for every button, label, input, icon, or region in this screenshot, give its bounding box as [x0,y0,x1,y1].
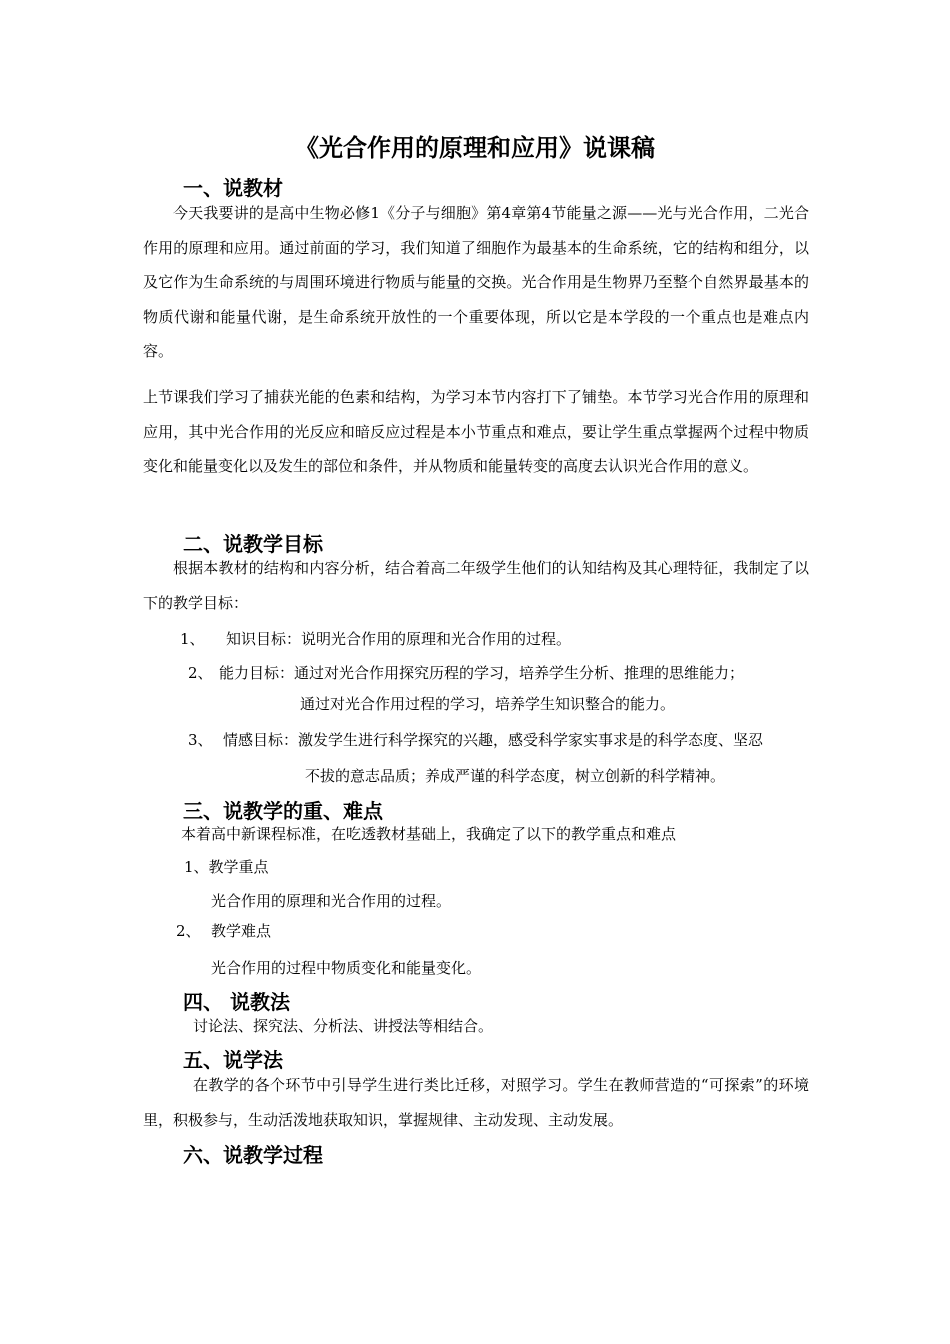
goal-2-text: 能力目标：通过对光合作用探究历程的学习，培养学生分析、推理的思维能力； [219,664,745,682]
learning-methods-text: 在教学的各个环节中引导学生进行类比迁移，对照学习。学生在教师营造的“可探索”的环境里，积极参与，生动活泼地获取知识，掌握规律、主动发现、主动发展。 [143,1076,809,1129]
section-heading-goals: 二、说教学目标 [183,532,323,556]
goal-2-number: 2、 [188,664,213,682]
key-point-label: 1、教学重点 [184,858,269,876]
document-title: 《光合作用的原理和应用》说课稿 [295,133,655,162]
key-point-text: 光合作用的原理和光合作用的过程。 [211,892,452,910]
key-points-intro: 本着高中新课程标准，在吃透教材基础上，我确定了以下的教学重点和难点 [181,825,677,843]
paragraph-goals-intro: 根据本教材的结构和内容分析，结合着高二年级学生他们的认知结构及其心理特征，我制定了以下的教学目标： [143,559,809,612]
paragraph-materials-2: 上节课我们学习了捕获光能的色素和结构，为学习本节内容打下了铺垫。本节学习光合作用的原理和应用，其中光合作用的光反应和暗反应过程是本小节重点和难点，要让学生重点掌握两个过程中物质变化和能量变化以及发生的部位和条件，并从物质和能量转变的高度去认识光合作用的意义。 [143,388,809,476]
section-heading-learning-methods: 五、说学法 [183,1048,283,1072]
goal-3-number: 3、 [188,731,213,749]
difficulty-label: 教学难点 [211,922,272,940]
goal-1-number: 1、 [180,630,205,648]
teaching-methods-text: 讨论法、探究法、分析法、讲授法等相结合。 [193,1017,494,1035]
section-heading-teaching-methods: 四、 说教法 [183,990,290,1014]
goal-3-text-continued: 不拔的意志品质；养成严谨的科学态度，树立创新的科学精神。 [305,767,726,785]
difficulty-text: 光合作用的过程中物质变化和能量变化。 [211,959,482,977]
goal-1-text: 知识目标：说明光合作用的原理和光合作用的过程。 [226,630,572,648]
goal-2-text-continued: 通过对光合作用过程的学习，培养学生知识整合的能力。 [300,695,676,713]
section-heading-key-points: 三、说教学的重、难点 [183,799,383,823]
difficulty-number: 2、 [176,922,201,940]
section-heading-teaching-process: 六、说教学过程 [183,1143,323,1167]
section-heading-materials: 一、说教材 [183,176,283,200]
paragraph-materials-1: 今天我要讲的是高中生物必修1《分子与细胞》第4章第4节能量之源——光与光合作用，二光合作用的原理和应用。通过前面的学习，我们知道了细胞作为最基本的生命系统，它的结构和组分，以及它作为生命系统的与周围环境进行物质与能量的交换。光合作用是生物界乃至整个自然界最基本的物质代谢和能量代谢，是生命系统开放性的一个重要体现，所以它是本学段的一个重点也是难点内容。 [143,204,809,361]
goal-3-text: 情感目标：激发学生进行科学探究的兴趣，感受科学家实事求是的科学态度、坚忍 [223,731,764,749]
